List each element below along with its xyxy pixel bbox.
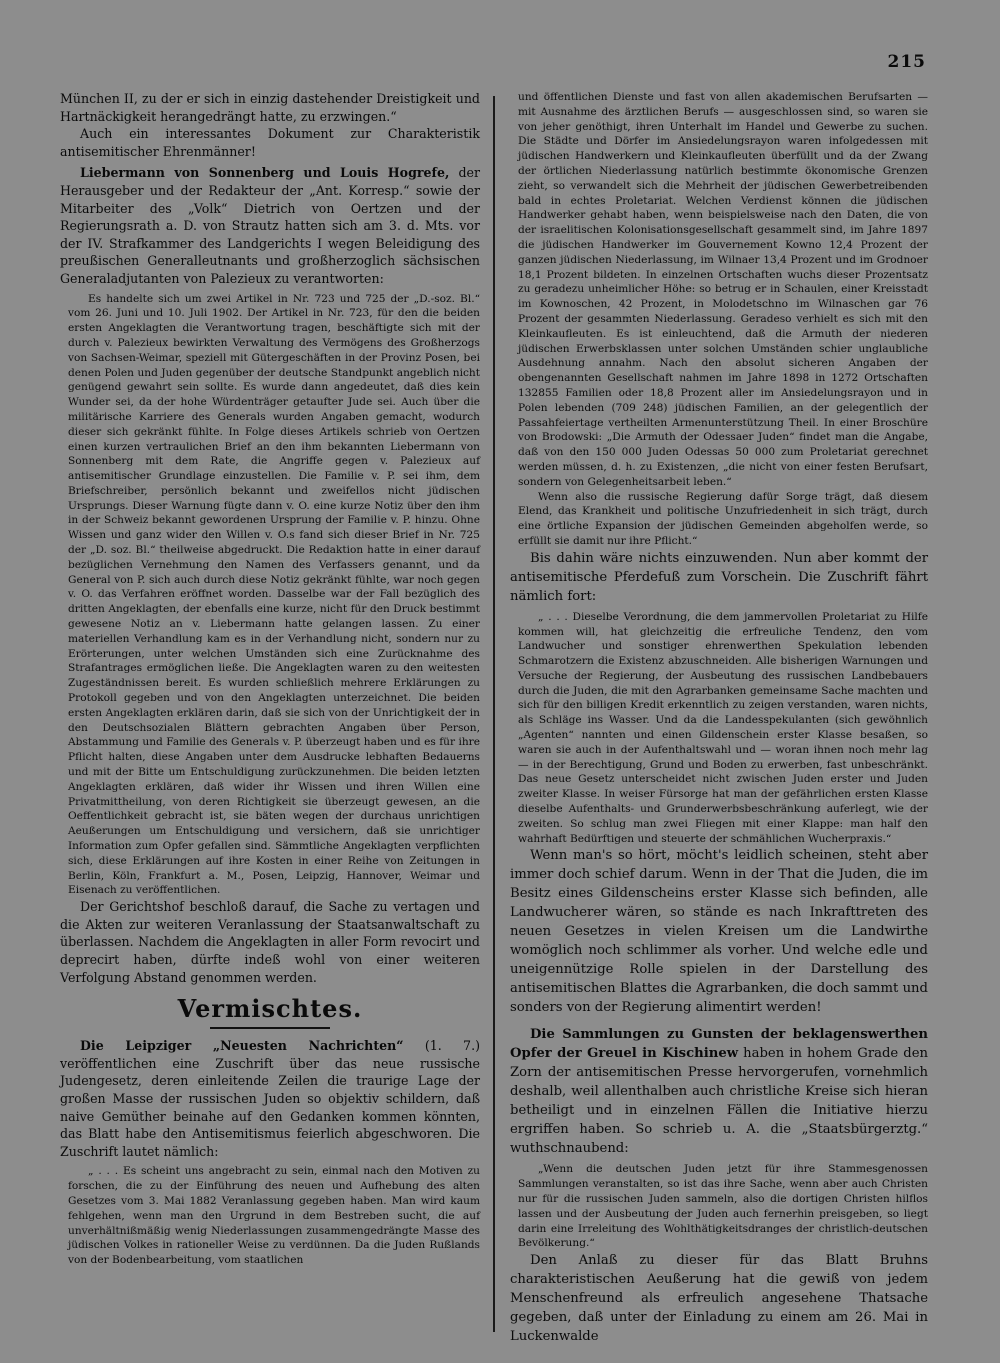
paragraph <box>60 1037 480 1160</box>
quoted-text: und öffentlichen Dienste und fast von allen akademischen Berufsarten — mit Ausnahme des ärztlichen Berufs — ausgeschlossen sind, so waren sie von jeher genöthigt, ihren Unterhalt im Handel und Gewerbe zu suchen. Die Städte und Dörfer im Ansiedelungsrayon waren infolgedessen mit jüdischen Handwerkern und Kleinkaufleuten überfüllt und da der Zwang der örtlichen Niederlassung natürlich bestimmte ökonomische Grenzen zieht, so verwandelt sich die Mehrheit der jüdischen Gewerbetreibenden bald in echtes Proletariat. Welchen Verdienst können die jüdischen Handwerker gehabt haben, wenn beispielsweise nach den Daten, die von der israelitischen Kolonisationsgesellschaft gesammelt sind, im Jahre 1897 die jüdischen Handwerker im Gouvernement Kowno 12,4 Prozent der ganzen jüdischen Niederlassung, im Wilnaer 13,4 Prozent und im Grodnoer 18,1 Prozent bildeten. In einzelnen Ortschaften wuchs dieser Prozentsatz zu geradezu unheimlicher Höhe: so betrug er in Schaulen, einer Kreisstadt im Kownoschen, 42 Prozent, in Molodetschno im Wilnaschen gar 76 Prozent der gesammten Niederlassung. Geradeso verhielt es sich mit den Kleinkaufleuten. Es ist einleuchtend, daß die Armuth der niederen jüdischen Erwerbsklassen unter solchen Umständen schier unglaubliche Ausdehnung annahm. Nach den absolut sicheren Angaben der obengenannten Gesellschaft nahmen im Jahre 1898 in 1272 Ortschaften 132855 Familien oder 18,8 Prozent aller im Ansiedelungsrayon und in Polen lebenden (709 248) jüdischen Familien, an der gelegentlich der Passahfeiertage vertheilten Armenunterstützung Theil. In einer Broschüre von Brodowski: „Die Armuth der Odessaer Juden“ findet man die Angabe, daß von den 150 000 Juden Odessas 50 000 zum Proletariat gerechnet werden müssen, d. h. zu Existenzen, „die nicht von einer festen Berufsart, sondern von Gelegenheitsarbeit leben.“ <box>518 91 928 488</box>
paragraph: Der Gerichtshof beschloß darauf, die Sache zu vertagen und die Akten zur weiteren Veranlassung der Staatsanwaltschaft zu überlassen. Nachdem die Angeklagten in aller Form revocirt und deprecirt haben, dürfte indeß wohl von einer weiteren Verfolgung Abstand genommen werden. <box>60 899 480 985</box>
paragraph: München II, zu der er sich in einzig dastehender Dreistigkeit und Hartnäckigkeit herangedrängt hatte, zu erzwingen.“ <box>60 91 480 124</box>
section-title: Vermischtes. <box>177 994 363 1024</box>
quoted-report: Es handelte sich um zwei Artikel in Nr. 723 und 725 der „D.-soz. Bl.“ vom 26. Juni und 10. Juli 1902. Der Artikel in Nr. 723, für den die beiden ersten Angeklagten die Verantwortung tragen, beschäftigte sich mit der durch v. Palezieux bewirkten Verwaltung des Vermögens des Großherzogs von Sachsen-Weimar, speziell mit Gütergeschäften in der Provinz Posen, bei denen Polen und Juden gegenüber der deutsche Standpunkt angeblich nicht genügend gewahrt sein sollte. Es wurde dann angedeutet, daß dies kein Wunder sei, da der hohe Würdenträger getaufter Jude sei. Auch über die militärische Karriere des Generals wurden Angaben gemacht, wodurch dieser sich gekränkt fühlte. In Folge dieses Artikels schrieb von Oertzen einen kurzen vertraulichen Brief an den ihm bekannten Liebermann von Sonnenberg mit dem Rate, die Angriffe gegen v. Palezieux auf antisemitischer Grundlage einzustellen. Die Familie v. P. sei ihm, dem Briefschreiber, persönlich bekannt und zweifellos nicht jüdischen Ursprungs. Dieser Warnung fügte dann v. O. eine kurze Notiz über den ihm in der Schweiz bekannt gewordenen Ursprung der Familie v. P. hinzu. Ohne Wissen und ganz wider den Willen v. O.s fand sich dieser Brief in Nr. 725 der „D. soz. Bl.“ theilweise abgedruckt. Die Redaktion hatte in einer darauf bezüglichen Vernehmung den Namen des Verfassers genannt, und da General von P. sich auch durch diese Notiz gekränkt fühlte, war noch gegen v. O. das Verfahren eröffnet worden. Dasselbe war der Fall bezüglich des dritten Angeklagten, der ebenfalls eine kurze, nicht für den Druck bestimmt gewesene Notiz an v. Liebermann hatte gelangen lassen. Zu einer materiellen Verhandlung kam es in der Verhandlung nicht, sondern nur zu Erörterungen, unter welchen Umständen sich eine Zurücknahme des Strafantrages ermöglichen ließe. Die Angeklagten waren zu den weitesten Zugeständnissen bereit. Es wurden schließlich mehrere Erklärungen zu Protokoll gegeben und von den Angeklagten unterzeichnet. Die beiden ersten Angeklagten erklären darin, daß sie sich von der Unrichtigkeit der in den Deutschsozialen Blättern gebrachten Angaben über Person, Abstammung und Familie des Generals v. P. überzeugt haben und es für ihre Pflicht halten, diese Angaben unter dem Ausdrucke lebhaften Bedauerns und mit der Bitte um Entschuldigung zurückzunehmen. Die beiden letzten Angeklagten erklären, daß wider ihr Wissen und ihren Willen eine Privatmittheilung, von deren Richtigkeit sie überzeugt gewesen, an die Oeffentlichkeit gebracht ist, sie bäten wegen der durchaus unrichtigen Aeußerungen um Entschuldigung und versichern, daß sie unrichtiger Information zum Opfer gefallen sind. Sämmtliche Angeklagten verpflichten sich, diese Erklärungen auf ihre Kosten in einer Reihe von Zeitungen in Berlin, Köln, Frankfurt a. M., Posen, Leipzig, Hannover, Weimar und Eisenach zu veröffentlichen. <box>68 292 480 897</box>
paragraph-lead: Die Sammlungen zu Gunsten der beklagenswerthen Opfer der Greuel in Kischinew <box>510 1027 928 1062</box>
quoted-text: Wenn also die russische Regierung dafür Sorge trägt, daß diesem Elend, das Krankheit und politische Unzufriedenheit in sich trägt, durch eine örtliche Expansion der jüdischen Gemeinden abgeholfen werde, so erfüllt sie damit nur ihre Pflicht.“ <box>518 490 928 547</box>
quoted-text: „ . . . Es scheint uns angebracht zu sein, einmal nach den Motiven zu forschen, die zu der Einführung des neuen und Aufhebung des alten Gesetzes vom 3. Mai 1882 Veranlassung gegeben haben. Man wird kaum fehlgehen, wenn man den Urgrund in dem Bestreben sucht, die auf unverhältnißmäßig wenig Niederlassungen zusammengedrängte Masse des jüdischen Volkes in rationeller Weise zu verdünnen. Da die Juden Rußlands von der Bodenbearbeitung, vom staatlichen <box>68 1165 480 1267</box>
quoted-text: „Wenn die deutschen Juden jetzt für ihre Stammesgenossen Sammlungen veranstalten, so ist das ihre Sache, wenn aber auch Christen nur für die russischen Juden sammeln, also die dortigen Christen hilflos lassen und der Ausbeutung der Juden auch fernerhin preisgeben, so liegt darin eine Irreleitung des Wohlthätigkeitsdranges der christlich-deutschen Bevölkerung.“ <box>518 1163 928 1250</box>
left-column <box>60 90 480 1335</box>
paragraph: Wenn man's so hört, möcht's leidlich scheinen, steht aber immer doch schief darum. Wenn in der That die Juden, die im Besitz eines Gildenscheins erster Klasse sich befinden, alle Landwucherer wären, so stände es nach Inkrafttreten des neuen Gesetzes in vielen Kreisen um die Landwirthe womöglich noch schlimmer als vorher. Und welche edle und uneigennützige Rolle spielen in der Darstellung des antisemitischen Blattes die Agrarbanken, die doch sammt und sonders von der Regierung alimentirt werden! <box>510 848 928 1016</box>
paragraph-text: (1. 7.) veröffentlichen eine Zuschrift über das neue russische Judengesetz, deren einleitende Zeilen die traurige Lage der großen Masse der russischen Juden so objektiv schildern, daß naive Gemüther beinahe auf den Gedanken kommen könnten, das Blatt habe den Antisemitismus feierlich abgeschworen. Die Zuschrift lautet nämlich: <box>60 1038 480 1159</box>
paragraph: Den Anlaß zu dieser für das Blatt Bruhns charakteristischen Aeußerung hat die gewiß von jedem Menschenfreund als erfreulich angesehene Thatsache gegeben, daß unter der Einladung zu einem am 26. Mai in Luckenwalde <box>510 1253 928 1345</box>
paragraph <box>60 164 480 287</box>
paragraph-lead: Die Leipziger „Neuesten Nachrichten“ <box>80 1038 404 1054</box>
paragraph-lead: Liebermann von Sonnenberg und Louis Hogrefe, <box>80 165 450 181</box>
paragraph-text: der Herausgeber und der Redakteur der „Ant. Korresp.“ sowie der Mitarbeiter des „Volk“ Dietrich von Oertzen und der Regierungsrath a. D. von Strautz hatten sich am 3. d. Mts. vor der IV. Strafkammer des Landgerichts I wegen Beleidigung des preußischen Generalleutnants und großherzoglich sächsischen Generaladjutanten von Palezieux zu verantworten: <box>60 165 480 286</box>
paragraph: Auch ein interessantes Dokument zur Charakteristik antisemitischer Ehrenmänner! <box>60 126 480 159</box>
right-column <box>510 90 929 1345</box>
paragraph: Bis dahin wäre nichts einzuwenden. Nun aber kommt der antisemitische Pferdefuß zum Vorschein. Die Zuschrift fährt nämlich fort: <box>510 550 928 604</box>
section-divider <box>210 1027 330 1029</box>
paragraph <box>510 1025 928 1158</box>
page-number: 215 <box>887 52 926 72</box>
quoted-text: „ . . . Dieselbe Verordnung, die dem jammervollen Proletariat zu Hilfe kommen will, hat gleichzeitig die erfreuliche Tendenz, den vom Landwucher und sonstiger ehrenwerthen Spekulation lebenden Schmarotzern die Existenz abzuschneiden. Alle bisherigen Warnungen und Versuche der Regierung, der Ausbeutung des russischen Landbebauers durch die Juden, die mit den Agrarbanken gemeinsame Sache machten und sich für den billigen Kredit erkenntlich zu zeigen verstanden, waren nichts, als Schläge ins Wasser. Und da die Landesspekulanten (sich gewöhnlich „Agenten“ nannten und einen Gildenschein erster Klasse besaßen, so waren sie auch in der Aufenthaltswahl und — woran ihnen noch mehr lag — in der Berechtigung, Grund und Boden zu erwerben, fast unbeschränkt. Das neue Gesetz unterscheidet nicht zwischen Juden erster und Juden zweiter Klasse. In weiser Fürsorge hat man der gefährlichen ersten Klasse dieselbe Aufenthalts- und Grunderwerbsbeschränkung auferlegt, wie der zweiten. So schlug man zwei Fliegen mit einer Klappe: man half den wahrhaft Bedürftigen und steuerte der schmählichen Wucherpraxis.“ <box>518 610 928 845</box>
column-divider <box>493 96 495 1332</box>
paragraph-text: haben in hohem Grade den Zorn der antisemitischen Presse hervorgerufen, vornehmlich deshalb, weil allenthalben auch christliche Kreise sich hieran betheiligt und in einzelnen Fällen die Initiative hierzu ergriffen haben. So schrieb u. A. die „Staatsbürgerztg.“ wuthschnaubend: <box>510 1046 929 1157</box>
